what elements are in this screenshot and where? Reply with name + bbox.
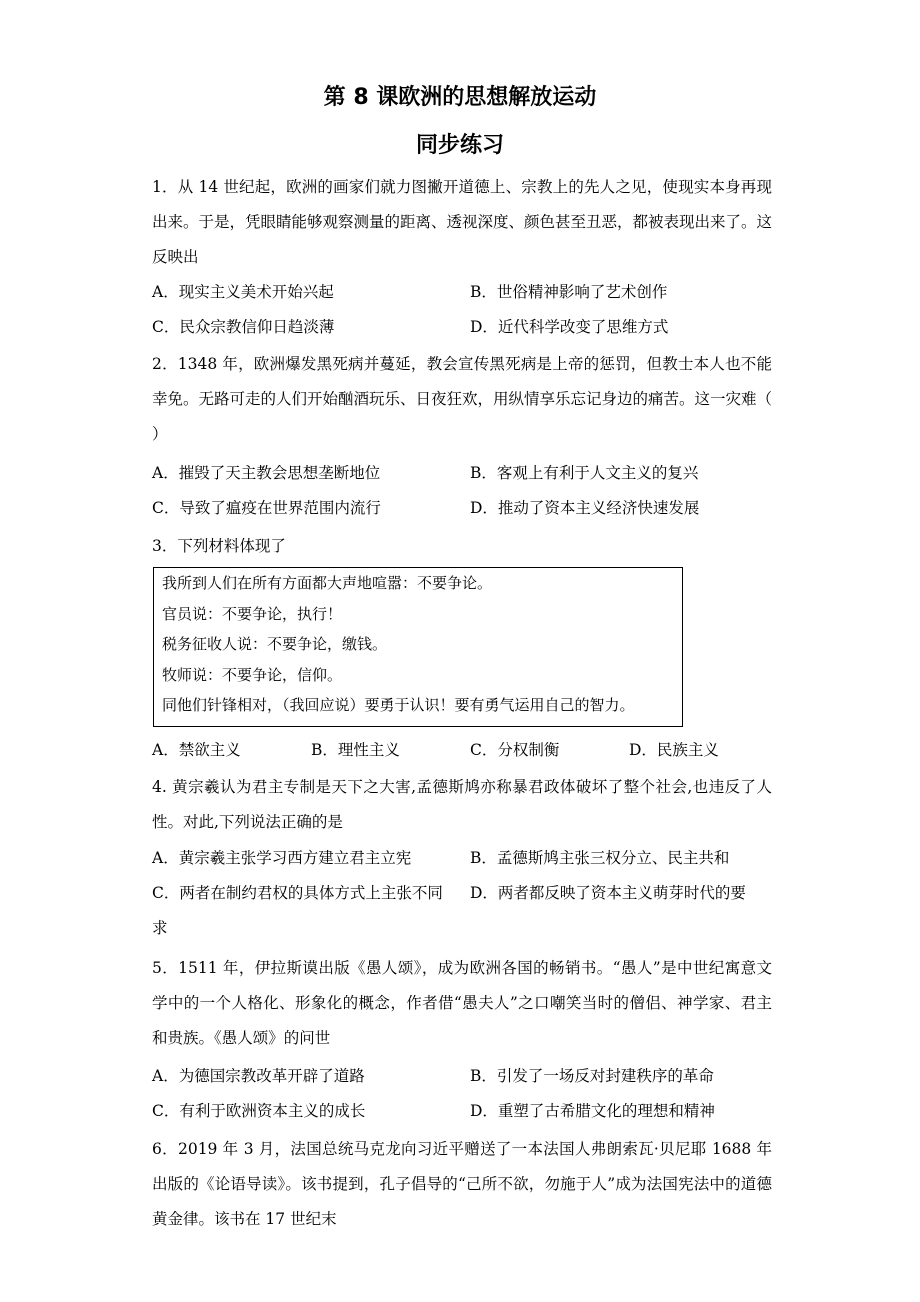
question-2-options — [152, 456, 792, 526]
question-3-material-box — [153, 567, 683, 727]
question-3-option-b[interactable]: B．理性主义 — [311, 741, 400, 759]
question-1-option-c[interactable]: C．民众宗教信仰日趋淡薄 — [152, 318, 335, 336]
question-2-stem: 2．1348 年，欧洲爆发黑死病并蔓延，教会宣传黑死病是上帝的惩罚，但教士本人也不能幸免。无路可走的人们开始酗酒玩乐、日夜狂欢，用纵情享乐忘记身边的痛苦。这一灾难（ ） — [152, 355, 773, 443]
material-line: 税务征收人说：不要争论，缴钱。 — [162, 635, 388, 653]
question-2-option-a[interactable]: A．摧毁了天主教会思想垄断地位 — [152, 464, 381, 482]
material-line: 我所到人们在所有方面都大声地喧嚣：不要争论。 — [162, 574, 493, 592]
question-3-stem: 3．下列材料体现了 — [152, 537, 286, 555]
question-1-stem: 1．从 14 世纪起，欧洲的画家们就力图撇开道德上、宗教上的先人之见，使现实本身再现出来。于是，凭眼睛能够观察测量的距离、透视深度、颜色甚至丑恶，都被表现出来了。这反映出 — [152, 178, 773, 266]
question-4-option-d-overflow: 求 — [152, 919, 168, 937]
question-5-option-c[interactable]: C．有利于欧洲资本主义的成长 — [152, 1102, 366, 1120]
question-5-options — [152, 1059, 792, 1129]
question-3-option-c[interactable]: C．分权制衡 — [470, 741, 560, 759]
question-4-option-c[interactable]: C．两者在制约君权的具体方式上主张不同 — [152, 884, 443, 902]
question-2-option-c[interactable]: C．导致了瘟疫在世界范围内流行 — [152, 499, 381, 517]
page-subtitle: 同步练习 — [415, 133, 504, 158]
question-3-option-d[interactable]: D．民族主义 — [629, 741, 719, 759]
question-4-option-d[interactable]: D．两者都反映了资本主义萌芽时代的要 — [470, 884, 746, 902]
question-5-option-b[interactable]: B．引发了一场反对封建秩序的革命 — [470, 1067, 714, 1085]
question-3-options — [152, 733, 792, 768]
question-4-stem: 4. 黄宗羲认为君主专制是天下之大害,孟德斯鸠亦称暴君政体破坏了整个社会,也违反了人性。对此,下列说法正确的是 — [152, 778, 772, 831]
question-5-stem: 5．1511 年，伊拉斯谟出版《愚人颂》，成为欧洲各国的畅销书。“愚人”是中世纪寓意文学中的一个人格化、形象化的概念，作者借“愚夫人”之口嘲笑当时的僧侣、神学家、君主和贵族。《愚人颂》的问世 — [152, 959, 772, 1047]
material-line: 牧师说：不要争论，信仰。 — [162, 665, 343, 684]
material-line: 同他们针锋相对，（我回应说）要勇于认识！要有勇气运用自己的智力。 — [162, 696, 635, 714]
question-1-option-a[interactable]: A．现实主义美术开始兴起 — [152, 283, 334, 301]
question-6-stem: 6．2019 年 3 月，法国总统马克龙向习近平赠送了一本法国人弗朗索瓦·贝尼耶 1688 年出版的《论语导读》。该书提到，孔子倡导的“己所不欲，勿施于人”成为法国宪法中的道德黄金律。该书在 17 世纪末 — [152, 1140, 772, 1228]
question-4-option-a[interactable]: A．黄宗羲主张学习西方建立君主立宪 — [152, 849, 412, 867]
question-1-option-b[interactable]: B．世俗精神影响了艺术创作 — [470, 283, 668, 301]
question-4-options — [152, 841, 792, 946]
question-5-option-a[interactable]: A．为德国宗教改革开辟了道路 — [152, 1067, 365, 1085]
material-line: 官员说：不要争论，执行！ — [162, 604, 343, 623]
question-2-option-b[interactable]: B．客观上有利于人文主义的复兴 — [470, 464, 699, 482]
question-1-option-d[interactable]: D．近代科学改变了思维方式 — [470, 318, 669, 336]
question-3-option-a[interactable]: A．禁欲主义 — [152, 741, 241, 759]
page-title: 第 8 课欧洲的思想解放运动 — [323, 85, 597, 110]
question-1-options — [152, 275, 792, 345]
question-5-option-d[interactable]: D．重塑了古希腊文化的理想和精神 — [470, 1102, 715, 1120]
question-2-option-d[interactable]: D．推动了资本主义经济快速发展 — [470, 499, 700, 517]
question-4-option-b[interactable]: B．孟德斯鸠主张三权分立、民主共和 — [470, 849, 730, 867]
